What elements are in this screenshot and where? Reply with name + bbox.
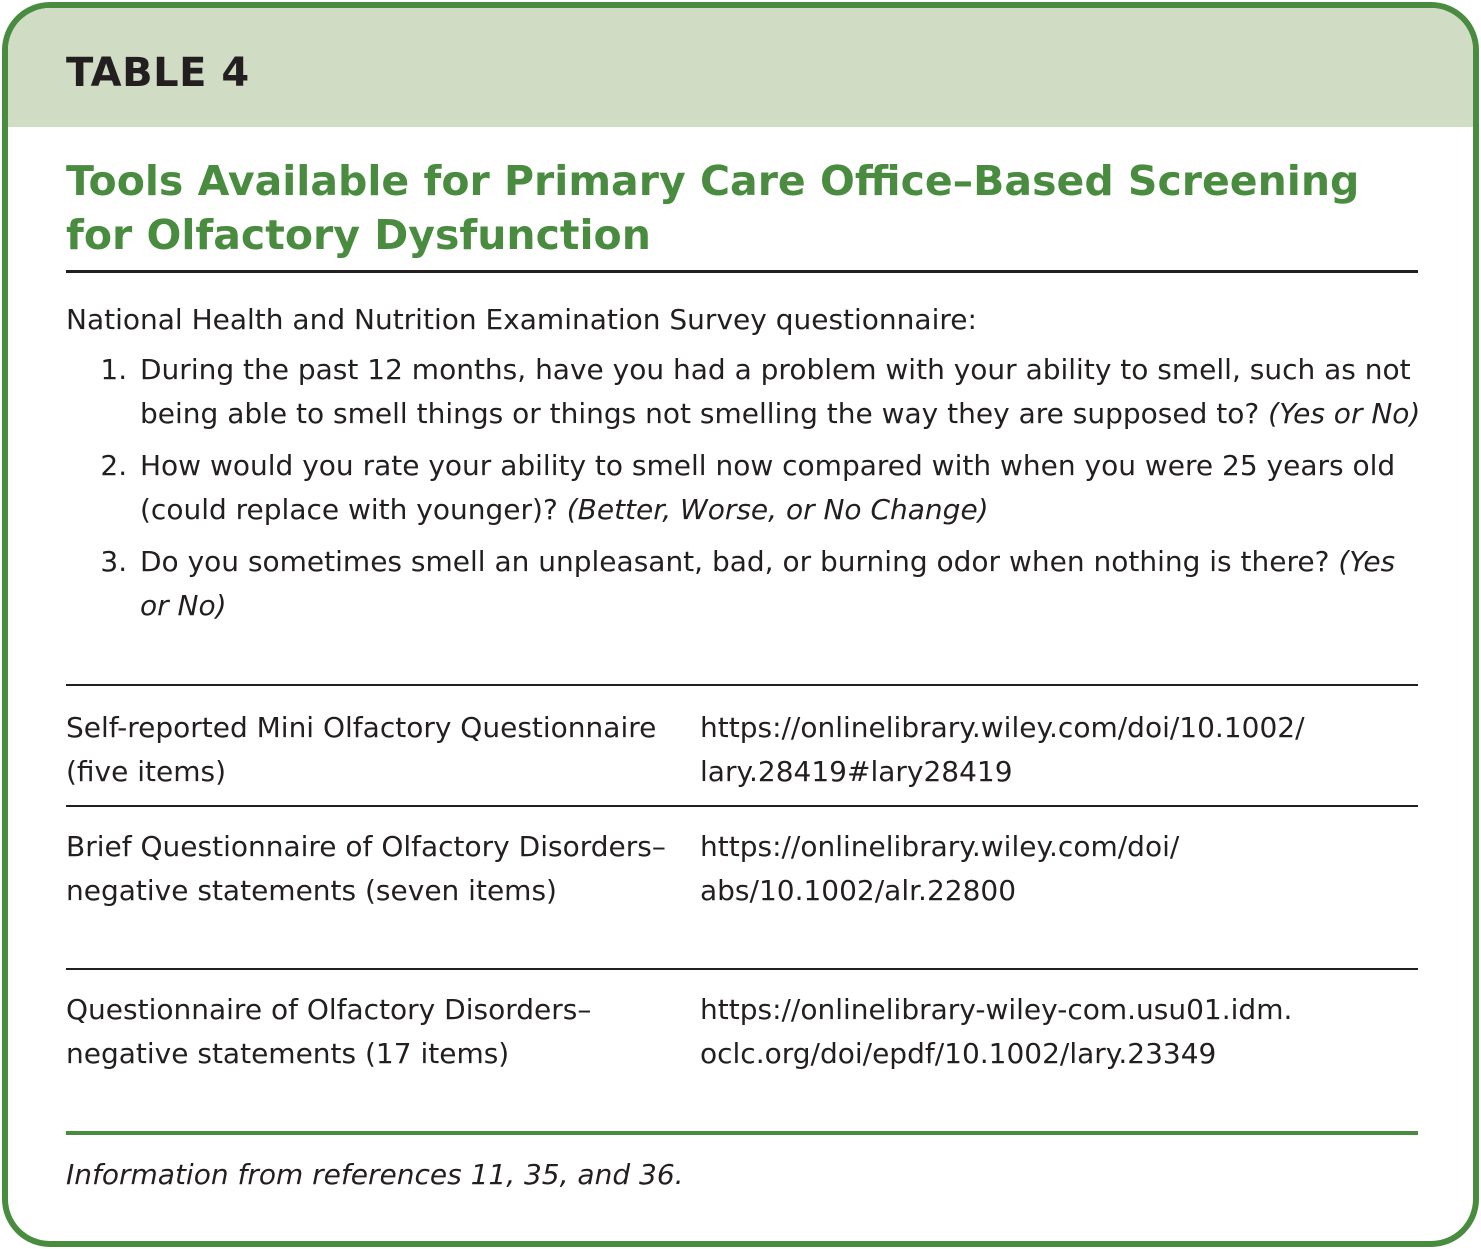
- row-divider: [66, 684, 1418, 686]
- footnote: Information from references 11, 35, and 36.: [66, 1158, 684, 1191]
- title-divider: [66, 270, 1418, 273]
- intro-text: National Health and Nutrition Examination Survey questionnaire:: [66, 303, 977, 336]
- row-divider: [66, 968, 1418, 970]
- tool-link[interactable]: https://onlinelibrary.wiley.com/doi/ abs/10.1002/alr.22800: [700, 830, 1180, 907]
- footer-divider: [66, 1131, 1418, 1135]
- nhanes-section: [66, 298, 1426, 636]
- tool-name: Brief Questionnaire of Olfactory Disorders–negative statements (seven items): [66, 830, 666, 907]
- table-title: Tools Available for Primary Care Office–Based Screening for Olfactory Dysfunction: [66, 157, 1360, 259]
- tool-name: Self-reported Mini Olfactory Questionnaire (five items): [66, 711, 657, 788]
- tool-name: Questionnaire of Olfactory Disorders–negative statements (17 items): [66, 993, 592, 1070]
- tool-link[interactable]: https://onlinelibrary.wiley.com/doi/10.1002/ lary.28419#lary28419: [700, 711, 1305, 788]
- row-divider: [66, 805, 1418, 807]
- question-item: 3. Do you sometimes smell an unpleasant, bad, or burning odor when nothing is there? (Yes or No): [136, 540, 1426, 628]
- table-label: TABLE 4: [66, 50, 250, 96]
- table-header: [8, 8, 1473, 127]
- tool-link[interactable]: https://onlinelibrary-wiley-com.usu01.idm. oclc.org/doi/epdf/10.1002/lary.23349: [700, 993, 1293, 1070]
- question-item: 1. During the past 12 months, have you had a problem with your ability to smell, such as not being able to smell things or things not smelling the way they are supposed to? (Yes or No): [136, 348, 1426, 436]
- question-item: 2. How would you rate your ability to smell now compared with when you were 25 years old (could replace with younger)? (Better, Worse, or No Change): [136, 444, 1426, 532]
- table-card: [2, 2, 1479, 1247]
